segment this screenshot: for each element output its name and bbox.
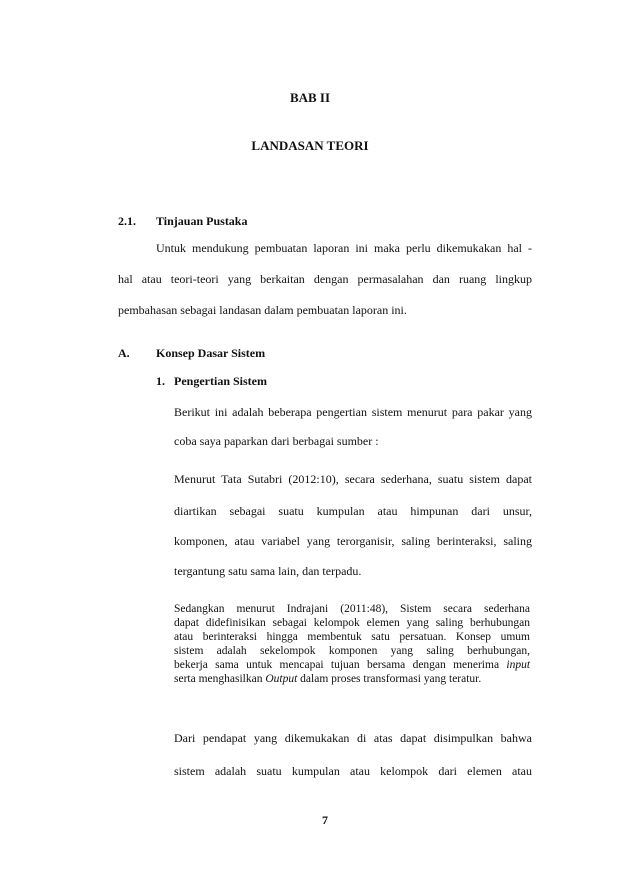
quote-block xyxy=(174,602,530,686)
section-title: Tinjauan Pustaka xyxy=(156,214,248,228)
paragraph-line: sistem adalah suatu kumpulan atau kelompok dari elemen atau xyxy=(174,764,532,778)
paragraph-line: tergantung satu sama lain, dan terpadu. xyxy=(174,564,362,578)
subsection-title: Konsep Dasar Sistem xyxy=(156,346,266,360)
paragraph-line: pembahasan sebagai landasan dalam pembuatan laporan ini. xyxy=(118,303,407,317)
paragraph-line: diartikan sebagai suatu kumpulan atau himpunan dari unsur, xyxy=(174,504,532,518)
item-title: Pengertian Sistem xyxy=(174,374,267,388)
quote-line: sistem adalah sekelompok komponen yang saling berhubungan, xyxy=(174,645,530,657)
page-number: 7 xyxy=(322,813,328,827)
paragraph-line: hal atau teori-teori yang berkaitan dengan permasalahan dan ruang lingkup xyxy=(118,272,532,286)
quote-italic-term: Output xyxy=(265,673,298,685)
quote-italic-term: input xyxy=(506,659,531,671)
quote-line xyxy=(174,658,530,672)
paragraph-line: Berikut ini adalah beberapa pengertian sistem menurut para pakar yang xyxy=(174,405,532,419)
paragraph-line: Untuk mendukung pembuatan laporan ini maka perlu dikemukakan hal - xyxy=(156,241,532,255)
quote-line-text: serta menghasilkan xyxy=(174,673,263,685)
quote-line xyxy=(174,672,530,686)
chapter-title: LANDASAN TEORI xyxy=(251,138,369,153)
quote-line: dapat didefinisikan sebagai kelompok elemen yang saling berhubungan xyxy=(174,617,530,629)
quote-line: atau berinteraksi hingga membentuk satu persatuan. Konsep umum xyxy=(174,631,530,643)
section-number: 2.1. xyxy=(118,214,136,228)
subsection-letter: A. xyxy=(118,346,130,360)
quote-line-text: bekerja sama untuk mencapai tujuan bersama dengan menerima xyxy=(174,659,500,671)
paragraph-line: coba saya paparkan dari berbagai sumber : xyxy=(174,434,379,448)
chapter-heading: BAB II xyxy=(289,90,331,105)
quote-line-text: dalam proses transformasi yang teratur. xyxy=(300,673,482,685)
quote-line: Sedangkan menurut Indrajani (2011:48), Sistem secara sederhana xyxy=(174,603,530,615)
item-number: 1. xyxy=(156,374,165,388)
paragraph-line: komponen, atau variabel yang terorganisir, saling berinteraksi, saling xyxy=(174,534,532,548)
paragraph-line: Dari pendapat yang dikemukakan di atas dapat disimpulkan bahwa xyxy=(174,731,532,745)
paragraph-line: Menurut Tata Sutabri (2012:10), secara sederhana, suatu sistem dapat xyxy=(174,472,532,486)
